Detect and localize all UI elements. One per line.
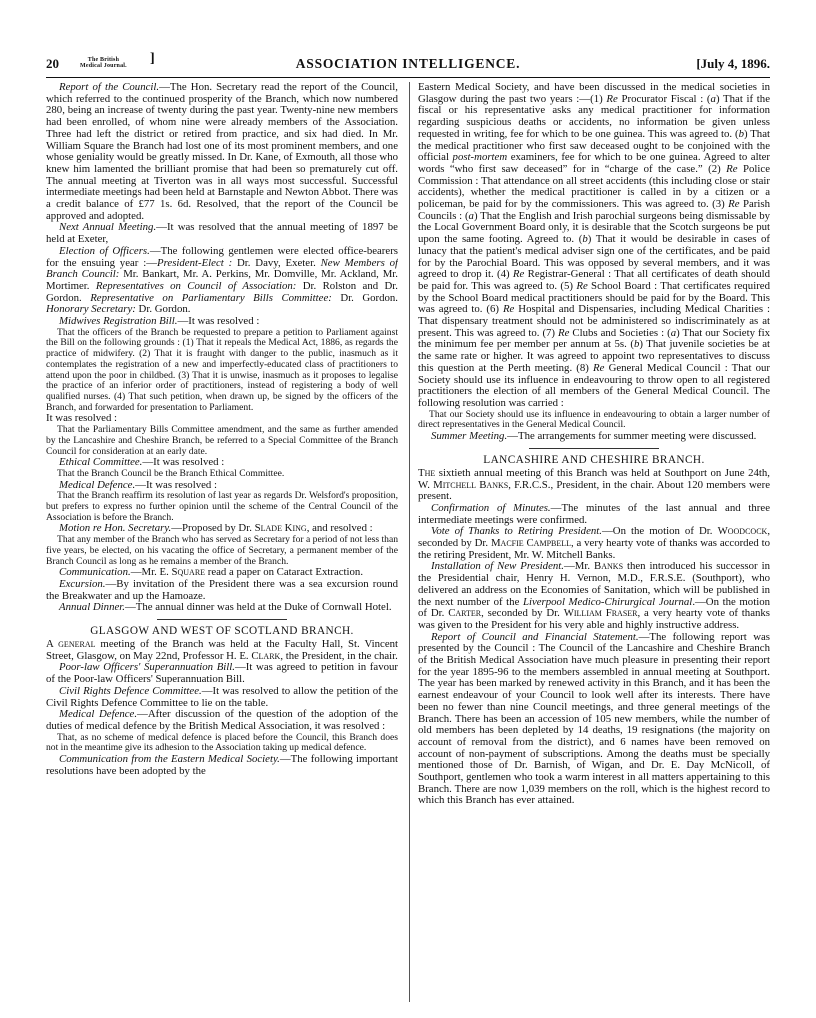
paragraph-poor-law-bill: Poor-law Officers' Superannuation Bill.—It was agreed to petition in favour of the Poor-law Officers' Superannuation Bill. [46, 661, 398, 686]
paragraph-confirmation-minutes: Confirmation of Minutes.—The minutes of the last annual and three intermediate meetings were confirmed. [418, 501, 770, 526]
paragraph-glasgow-meeting: A general meeting of the Branch was held at the Faculty Hall, St. Vincent Street, Glasgow, on May 22nd, Professor H. E. Clark, the President, in the chair. [46, 638, 398, 662]
paragraph-it-was-resolved: It was resolved : [46, 412, 118, 425]
paragraph-installation-president: Installation of New President.—Mr. Banks then introduced his successor in the Presidential chair, Henry H. Vernon, M.D., F.R.S.E. (Southport), who delivered an address on the Economies of Sanitation, which will be published in the next number of the Liverpool Medico-Chirurgical Journal.—On the motion of Dr. Carter, seconded by Dr. William Fraser, a very hearty vote of thanks was given to the President for his very able and highly instructive address. [418, 560, 770, 631]
paragraph-midwives-bill: Midwives Registration Bill.—It was resolved : [59, 315, 260, 328]
paragraph-glasgow-medical-defence: Medical Defence.—After discussion of the question of the adoption of the duties of medical defence by the British Medical Association, it was resolved : [46, 708, 398, 732]
resolution-medical-defence: That the Branch reaffirm its resolution of last year as regards Dr. Welsford's proposition, but prefers to express no further opinion until the scheme of the Central Council of the Association is before the Branch. [46, 490, 398, 523]
paragraph-medical-defence: Medical Defence.—It was resolved : [59, 478, 217, 491]
resolution-gmc-representatives: That our Society should use its influence in endeavouring to obtain a larger number of direct representatives in the General Medical Council. [418, 408, 770, 431]
paragraph-excursion: Excursion.—By invitation of the President there was a sea excursion round the Breakwater and up the Hamoaze. [46, 577, 398, 602]
resolution-midwives-petition: That the officers of the Branch be requested to prepare a petition to Parliament against the Bill on the following grounds : (1) That it repeals the Medical Act, 1886, as regards the practice of midwifery. (2) That it is fraught with danger to the public, inasmuch as it contemplates the registration of a new and imperfectly-educated class of practitioners to attend upon the poor in childbed. (3) That it is unwise, inasmuch as it proposes to legalise the practice of an inferior order of practitioners, instead of registering a body of well qualified nurses. (4) That such petition, when drawn up, be signed by the officers of the Branch, and forwarded for presentation to Parliament. [46, 326, 398, 413]
section-rule [157, 619, 287, 620]
paragraph-communication: Communication.—Mr. E. Square read a paper on Cataract Extraction. [59, 566, 364, 579]
paragraph-civil-rights: Civil Rights Defence Committee.—It was resolved to allow the petition of the Civil Rights Defence Committee to lie on the table. [46, 684, 398, 709]
left-column [46, 82, 398, 1012]
right-column [418, 82, 770, 1012]
paragraph-election-of-officers: Election of Officers.—The following gentlemen were elected office-bearers for the ensuing year :—President-Elect : Dr. Davy, Exeter. New Members of Branch Council: Mr. Bankart, Mr. A. Perkins, Mr. Domville, Mr. Ackland, Mr. Mortimer. Representatives on Council of Association: Dr. Rolston and Dr. Gordon. Representative on Parliamentary Bills Committee: Dr. Gordon. Honorary Secretary: Dr. Gordon. [46, 244, 398, 316]
journal-name-line2: Medical Journal. [80, 63, 127, 69]
resolution-secretary: That any member of the Branch who has served as Secretary for a period of not less than five years, be elected, on his vacating the office of Secretary, a permanent member of the Branch Council as long as he remains a member of the Branch. [46, 534, 398, 567]
paragraph-ethical-committee: Ethical Committee.—It was resolved : [59, 456, 225, 469]
paragraph-next-annual-meeting: Next Annual Meeting.—It was resolved that the annual meeting of 1897 be held at Exeter, [46, 221, 398, 246]
resolution-parliamentary-bills: That the Parliamentary Bills Committee amendment, and the same as further amended by the Lancashire and Cheshire Branch, be referred to a Special Committee of the Branch Council for consideration at an early date. [46, 424, 398, 457]
paragraph-vote-of-thanks: Vote of Thanks to Retiring President.—On the motion of Dr. Woodcock, seconded by Dr. Macfie Campbell, a very hearty vote of thanks was accorded to the retiring President, Mr. W. Mitchell Banks. [418, 525, 770, 561]
paragraph-lancashire-meeting: The sixtieth annual meeting of this Branch was held at Southport on June 24th, W. Mitchell Banks, F.R.C.S., President, in the chair. About 120 members were present. [418, 466, 770, 503]
resolution-glasgow-defence: That, as no scheme of medical defence is placed before the Council, this Branch does not in the meantime give its adhesion to the Association taking up medical defence. [46, 731, 398, 754]
resolution-ethical-committee: That the Branch Council be the Branch Ethical Committee. [57, 467, 285, 479]
paragraph-report-of-council: Report of the Council.—The Hon. Secretary read the report of the Council, which referred to the continued prosperity of the Branch, which now numbered 280, being an increase of twenty during the past year. Twenty-nine new members had been enrolled, of whom nine were already members of the Association. Three had left the district or retired from practice, and six had died. In Mr. William Square the Branch had lost one of its most prominent members, and one whose geniality would be greatly missed. In Dr. Kane, of Exmouth, all those who knew him lamented the brilliant promise that had been so prematurely cut off. The annual meeting at Tiverton was in all ways most successful. Successful intermediate meetings had been held at Barnstaple and Newton Abbot. There was a credit balance of £77 1s. 6d. Resolved, that the report of the Council be approved and adopted. [46, 82, 398, 222]
column-divider [409, 82, 410, 1002]
issue-date: [July 4, 1896. [696, 56, 770, 71]
heading-glasgow-branch: GLASGOW AND WEST OF SCOTLAND BRANCH. [90, 625, 354, 638]
paragraph-eastern-resolutions: Eastern Medical Society, and have been discussed in the medical societies in Glasgow during the past two years :—(1) Re Procurator Fiscal : (a) That if the fiscal or his representative asks any medical practitioner for information regarding suspicious deaths or accidents, no information be given unless requested in writing, fee for which to be one guinea. This was agreed to. (b) That the medical practitioner who first saw deceased ought to be conjoined with the official post-mortem examiners, fee for which to be one guinea. Agreed to alter words “who first saw deceased” for in “charge of the case.” (2) Re Police Commission : That attendance on all street accidents (this including close or stair accidents), whether the medical practitioner is called in by a citizen or a policeman, be paid for by the commissioners. This was agreed to. (3) Re Parish Councils : (a) That the English and Irish parochial surgeons being dismissable by the Local Government Board only, it is desirable that the Scotch surgeons be put upon the same footing. Agreed to. (b) That it would be desirable in cases of lunacy that the patient's medical adviser sign one of the certificates, and be paid for by the Parochial Board. This was opposed by several members, and it was agreed to drop it. (4) Re Registrar-General : That all certificates of death should be paid for. This was agreed to. (5) Re School Board : That certificates required by the School Board medical practitioners should be paid for by the Board. This was agreed to. (6) Re Hospital and Dispensaries, including Medical Charities : That dispensary treatment should not be administered so indiscriminately as at present. This was agreed to. (7) Re Clubs and Societies : (a) That our Society fix the minimum fee per member per annum at 5s. (b) That juvenile societies be at the same rate or higher. It was agreed to appoint two representatives to discuss this question at the Perth meeting. (8) Re General Medical Council : That our Society should use its influence in endeavouring to throw open to all registered practitioners the election of all members of the General Medical Council. The following resolution was carried : [418, 82, 770, 409]
header-bracket: ] [150, 51, 155, 66]
page-number: 20 [46, 56, 59, 71]
paragraph-report-financial: Report of Council and Financial Statement.—The following report was presented by the Council : The Council of the Lancashire and Cheshire Branch of the British Medical Association have much pleasure in presenting their report for the year 1895-96 to the members assembled in annual meeting at Southport. The year has been marked by renewed activity in this Branch, and it has been the earnest endeavour of your Council to look well after its interests. There have been no fewer than nine Council meetings, and three general meetings of the Branch. There has been an accession of 105 new members, while the number of old members has been depleted by 14 deaths, 19 resignations (the majority on account of removal from the district), and 6 names have been removed on account of non-payment of subscriptions. Among the deaths must be specially mentioned those of Dr. Barnish, of Wigan, and Dr. E. Day McNicoll, of Southport, gentlemen who took a warm interest in all matters appertaining to this Branch. There are now 1,039 members on the roll, which is the highest record to which this Branch has ever attained. [418, 630, 770, 807]
paragraph-annual-dinner: Annual Dinner.—The annual dinner was held at the Duke of Cornwall Hotel. [59, 601, 392, 614]
section-title: ASSOCIATION INTELLIGENCE. [295, 56, 521, 71]
journal-name-line1: The British [87, 57, 120, 63]
header-rule [46, 77, 770, 78]
paragraph-eastern-society: Communication from the Eastern Medical Society.—The following important resolutions have been adopted by the [46, 753, 398, 777]
heading-lancashire-branch: LANCASHIRE AND CHESHIRE BRANCH. [483, 453, 705, 466]
paragraph-motion-hon-secretary: Motion re Hon. Secretary.—Proposed by Dr. Slade King, and resolved : [59, 522, 373, 535]
paragraph-summer-meeting: Summer Meeting.—The arrangements for summer meeting were discussed. [431, 430, 757, 443]
section-rule [529, 448, 659, 449]
page-header [46, 51, 770, 76]
